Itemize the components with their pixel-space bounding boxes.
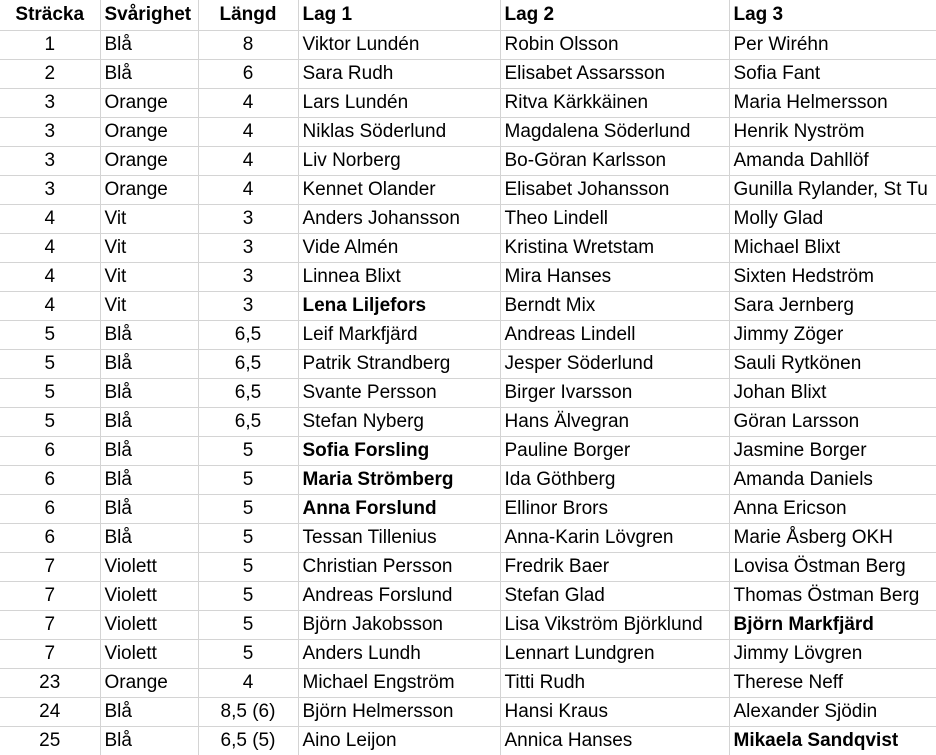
cell-svarighet[interactable]: Blå — [100, 494, 198, 523]
cell-lag1[interactable]: Christian Persson — [298, 552, 500, 581]
cell-lag1[interactable]: Viktor Lundén — [298, 30, 500, 59]
cell-stracka[interactable]: 25 — [0, 726, 100, 755]
cell-svarighet[interactable]: Blå — [100, 436, 198, 465]
cell-lag2[interactable]: Hansi Kraus — [500, 697, 729, 726]
cell-lag1[interactable]: Maria Strömberg — [298, 465, 500, 494]
table-row — [0, 117, 936, 146]
table-row — [0, 465, 936, 494]
cell-lag1[interactable]: Tessan Tillenius — [298, 523, 500, 552]
cell-lag1[interactable]: Leif Markfjärd — [298, 320, 500, 349]
cell-lag1[interactable]: Svante Persson — [298, 378, 500, 407]
cell-lag3[interactable]: Thomas Östman Berg — [729, 581, 936, 610]
header-svarighet[interactable]: Svårighet — [100, 0, 198, 30]
cell-svarighet[interactable]: Blå — [100, 349, 198, 378]
cell-lag3[interactable]: Amanda Daniels — [729, 465, 936, 494]
cell-lag3[interactable]: Sara Jernberg — [729, 291, 936, 320]
cell-lag1[interactable]: Lars Lundén — [298, 88, 500, 117]
cell-stracka[interactable]: 4 — [0, 262, 100, 291]
cell-lag2[interactable]: Ida Göthberg — [500, 465, 729, 494]
table-row — [0, 349, 936, 378]
cell-stracka[interactable]: 3 — [0, 175, 100, 204]
cell-svarighet[interactable]: Orange — [100, 117, 198, 146]
cell-langd[interactable]: 5 — [198, 639, 298, 668]
cell-stracka[interactable]: 3 — [0, 88, 100, 117]
cell-langd[interactable]: 8 — [198, 30, 298, 59]
cell-lag1[interactable]: Patrik Strandberg — [298, 349, 500, 378]
cell-langd[interactable]: 5 — [198, 494, 298, 523]
header-row — [0, 0, 936, 30]
cell-svarighet[interactable]: Orange — [100, 175, 198, 204]
cell-svarighet[interactable]: Blå — [100, 726, 198, 755]
cell-lag3[interactable]: Marie Åsberg OKH — [729, 523, 936, 552]
cell-stracka[interactable]: 23 — [0, 668, 100, 697]
cell-stracka[interactable]: 4 — [0, 233, 100, 262]
table-row — [0, 88, 936, 117]
cell-svarighet[interactable]: Blå — [100, 378, 198, 407]
cell-lag1[interactable]: Anna Forslund — [298, 494, 500, 523]
header-lag1[interactable]: Lag 1 — [298, 0, 500, 30]
cell-langd[interactable]: 4 — [198, 175, 298, 204]
table-row — [0, 668, 936, 697]
cell-svarighet[interactable]: Blå — [100, 59, 198, 88]
table-row — [0, 175, 936, 204]
cell-lag3[interactable]: Amanda Dahllöf — [729, 146, 936, 175]
cell-lag2[interactable]: Fredrik Baer — [500, 552, 729, 581]
cell-lag1[interactable]: Kennet Olander — [298, 175, 500, 204]
cell-svarighet[interactable]: Blå — [100, 523, 198, 552]
cell-lag2[interactable]: Lennart Lundgren — [500, 639, 729, 668]
cell-lag3[interactable]: Johan Blixt — [729, 378, 936, 407]
cell-lag2[interactable]: Andreas Lindell — [500, 320, 729, 349]
cell-svarighet[interactable]: Orange — [100, 668, 198, 697]
cell-svarighet[interactable]: Vit — [100, 262, 198, 291]
cell-lag2[interactable]: Titti Rudh — [500, 668, 729, 697]
cell-langd[interactable]: 3 — [198, 291, 298, 320]
cell-stracka[interactable]: 3 — [0, 146, 100, 175]
cell-stracka[interactable]: 7 — [0, 552, 100, 581]
cell-lag2[interactable]: Kristina Wretstam — [500, 233, 729, 262]
cell-lag2[interactable]: Elisabet Assarsson — [500, 59, 729, 88]
cell-langd[interactable]: 4 — [198, 88, 298, 117]
table-row — [0, 697, 936, 726]
cell-lag1[interactable]: Anders Lundh — [298, 639, 500, 668]
cell-langd[interactable]: 6,5 — [198, 320, 298, 349]
table-row — [0, 291, 936, 320]
cell-langd[interactable]: 3 — [198, 262, 298, 291]
cell-lag2[interactable]: Jesper Söderlund — [500, 349, 729, 378]
cell-lag2[interactable]: Annica Hanses — [500, 726, 729, 755]
cell-stracka[interactable]: 5 — [0, 349, 100, 378]
cell-lag1[interactable]: Sara Rudh — [298, 59, 500, 88]
cell-lag2[interactable]: Anna-Karin Lövgren — [500, 523, 729, 552]
table-row — [0, 523, 936, 552]
cell-lag2[interactable]: Pauline Borger — [500, 436, 729, 465]
table-row — [0, 59, 936, 88]
cell-langd[interactable]: 6,5 — [198, 349, 298, 378]
cell-langd[interactable]: 3 — [198, 233, 298, 262]
cell-lag1[interactable]: Niklas Söderlund — [298, 117, 500, 146]
cell-lag3[interactable]: Göran Larsson — [729, 407, 936, 436]
cell-stracka[interactable]: 5 — [0, 407, 100, 436]
cell-langd[interactable]: 6,5 — [198, 378, 298, 407]
table-row — [0, 494, 936, 523]
header-stracka[interactable]: Sträcka — [0, 0, 100, 30]
cell-lag1[interactable]: Sofia Forsling — [298, 436, 500, 465]
cell-stracka[interactable]: 7 — [0, 610, 100, 639]
header-lag2[interactable]: Lag 2 — [500, 0, 729, 30]
cell-lag3[interactable]: Per Wiréhn — [729, 30, 936, 59]
cell-stracka[interactable]: 24 — [0, 697, 100, 726]
cell-lag3[interactable]: Björn Markfjärd — [729, 610, 936, 639]
cell-svarighet[interactable]: Orange — [100, 146, 198, 175]
cell-lag1[interactable]: Michael Engström — [298, 668, 500, 697]
cell-lag3[interactable]: Jasmine Borger — [729, 436, 936, 465]
cell-stracka[interactable]: 5 — [0, 378, 100, 407]
cell-lag1[interactable]: Anders Johansson — [298, 204, 500, 233]
cell-svarighet[interactable]: Blå — [100, 30, 198, 59]
cell-langd[interactable]: 5 — [198, 436, 298, 465]
cell-stracka[interactable]: 6 — [0, 436, 100, 465]
cell-svarighet[interactable]: Blå — [100, 320, 198, 349]
cell-svarighet[interactable]: Blå — [100, 465, 198, 494]
cell-lag1[interactable]: Linnea Blixt — [298, 262, 500, 291]
table-row — [0, 436, 936, 465]
cell-lag1[interactable]: Björn Jakobsson — [298, 610, 500, 639]
cell-svarighet[interactable]: Violett — [100, 610, 198, 639]
cell-lag3[interactable]: Michael Blixt — [729, 233, 936, 262]
cell-lag2[interactable]: Hans Älvegran — [500, 407, 729, 436]
cell-stracka[interactable]: 6 — [0, 465, 100, 494]
cell-lag1[interactable]: Björn Helmersson — [298, 697, 500, 726]
table-row — [0, 204, 936, 233]
cell-lag3[interactable]: Gunilla Rylander, St Tu — [729, 175, 936, 204]
cell-lag3[interactable]: Therese Neff — [729, 668, 936, 697]
cell-lag2[interactable]: Bo-Göran Karlsson — [500, 146, 729, 175]
cell-langd[interactable]: 6,5 — [198, 407, 298, 436]
table-body — [0, 30, 936, 755]
cell-lag3[interactable]: Molly Glad — [729, 204, 936, 233]
cell-langd[interactable]: 6 — [198, 59, 298, 88]
cell-stracka[interactable]: 5 — [0, 320, 100, 349]
cell-langd[interactable]: 6,5 (5) — [198, 726, 298, 755]
cell-langd[interactable]: 4 — [198, 668, 298, 697]
cell-langd[interactable]: 5 — [198, 552, 298, 581]
cell-langd[interactable]: 4 — [198, 146, 298, 175]
table-row — [0, 726, 936, 755]
cell-stracka[interactable]: 1 — [0, 30, 100, 59]
table-row — [0, 262, 936, 291]
cell-svarighet[interactable]: Vit — [100, 204, 198, 233]
table-row — [0, 378, 936, 407]
cell-lag2[interactable]: Magdalena Söderlund — [500, 117, 729, 146]
cell-lag3[interactable]: Sauli Rytkönen — [729, 349, 936, 378]
cell-svarighet[interactable]: Vit — [100, 233, 198, 262]
cell-lag3[interactable]: Mikaela Sandqvist — [729, 726, 936, 755]
header-lag3[interactable]: Lag 3 — [729, 0, 936, 30]
cell-lag3[interactable]: Maria Helmersson — [729, 88, 936, 117]
cell-lag3[interactable]: Sixten Hedström — [729, 262, 936, 291]
cell-lag2[interactable]: Robin Olsson — [500, 30, 729, 59]
cell-svarighet[interactable]: Vit — [100, 291, 198, 320]
table-row — [0, 552, 936, 581]
cell-svarighet[interactable]: Orange — [100, 88, 198, 117]
cell-lag2[interactable]: Elisabet Johansson — [500, 175, 729, 204]
cell-langd[interactable]: 4 — [198, 117, 298, 146]
cell-svarighet[interactable]: Violett — [100, 639, 198, 668]
cell-lag3[interactable]: Lovisa Östman Berg — [729, 552, 936, 581]
cell-lag1[interactable]: Liv Norberg — [298, 146, 500, 175]
table-row — [0, 581, 936, 610]
cell-stracka[interactable]: 4 — [0, 291, 100, 320]
table-row — [0, 233, 936, 262]
cell-langd[interactable]: 5 — [198, 465, 298, 494]
cell-stracka[interactable]: 6 — [0, 523, 100, 552]
cell-lag2[interactable]: Ellinor Brors — [500, 494, 729, 523]
cell-langd[interactable]: 8,5 (6) — [198, 697, 298, 726]
cell-lag2[interactable]: Mira Hanses — [500, 262, 729, 291]
cell-svarighet[interactable]: Blå — [100, 697, 198, 726]
cell-langd[interactable]: 3 — [198, 204, 298, 233]
cell-langd[interactable]: 5 — [198, 610, 298, 639]
header-langd[interactable]: Längd — [198, 0, 298, 30]
cell-lag3[interactable]: Sofia Fant — [729, 59, 936, 88]
cell-lag1[interactable]: Lena Liljefors — [298, 291, 500, 320]
cell-lag1[interactable]: Aino Leijon — [298, 726, 500, 755]
cell-lag3[interactable]: Jimmy Zöger — [729, 320, 936, 349]
cell-langd[interactable]: 5 — [198, 581, 298, 610]
cell-stracka[interactable]: 3 — [0, 117, 100, 146]
cell-lag2[interactable]: Berndt Mix — [500, 291, 729, 320]
cell-lag1[interactable]: Vide Almén — [298, 233, 500, 262]
table-row — [0, 639, 936, 668]
cell-stracka[interactable]: 6 — [0, 494, 100, 523]
table-row — [0, 30, 936, 59]
cell-lag3[interactable]: Henrik Nyström — [729, 117, 936, 146]
table-row — [0, 146, 936, 175]
table-row — [0, 320, 936, 349]
cell-lag1[interactable]: Stefan Nyberg — [298, 407, 500, 436]
cell-stracka[interactable]: 7 — [0, 639, 100, 668]
cell-lag3[interactable]: Jimmy Lövgren — [729, 639, 936, 668]
cell-stracka[interactable]: 2 — [0, 59, 100, 88]
table-row — [0, 610, 936, 639]
cell-lag3[interactable]: Alexander Sjödin — [729, 697, 936, 726]
cell-lag2[interactable]: Lisa Vikström Björklund — [500, 610, 729, 639]
cell-svarighet[interactable]: Violett — [100, 552, 198, 581]
cell-lag2[interactable]: Birger Ivarsson — [500, 378, 729, 407]
table-row — [0, 407, 936, 436]
cell-lag2[interactable]: Stefan Glad — [500, 581, 729, 610]
cell-svarighet[interactable]: Blå — [100, 407, 198, 436]
cell-svarighet[interactable]: Violett — [100, 581, 198, 610]
cell-langd[interactable]: 5 — [198, 523, 298, 552]
cell-lag1[interactable]: Andreas Forslund — [298, 581, 500, 610]
cell-lag2[interactable]: Ritva Kärkkäinen — [500, 88, 729, 117]
cell-lag2[interactable]: Theo Lindell — [500, 204, 729, 233]
cell-lag3[interactable]: Anna Ericson — [729, 494, 936, 523]
cell-stracka[interactable]: 7 — [0, 581, 100, 610]
cell-stracka[interactable]: 4 — [0, 204, 100, 233]
